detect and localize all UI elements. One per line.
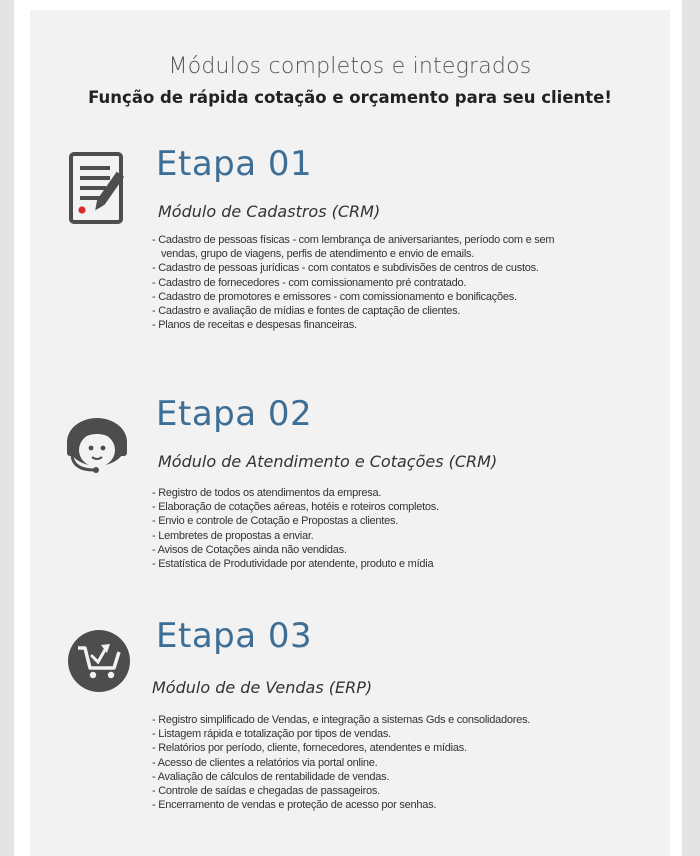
document-edit-icon bbox=[68, 150, 132, 226]
step-heading: Etapa 02 bbox=[156, 394, 313, 434]
list-item: - Registro simplificado de Vendas, e integração a sistemas Gds e consolidadores. bbox=[152, 714, 531, 726]
list-item: - Lembretes de propostas a enviar. bbox=[152, 529, 314, 542]
list-item: - Avisos de Cotações ainda não vendidas. bbox=[152, 543, 347, 556]
step-module: Módulo de de Vendas (ERP) bbox=[152, 678, 373, 697]
page-title: Módulos completos e integrados bbox=[168, 54, 532, 79]
page-subtitle: Função de rápida cotação e orçamento para seu cliente! bbox=[88, 88, 612, 107]
list-item: - Cadastro de promotores e emissores - com comissionamento e bonificações. bbox=[152, 290, 517, 303]
list-item: - Acesso de clientes a relatórios via portal online. bbox=[152, 756, 378, 769]
list-item: - Cadastro de pessoas jurídicas - com contatos e subdivisões de centros de custos. bbox=[152, 262, 539, 275]
left-gutter bbox=[0, 0, 14, 856]
modules-panel bbox=[30, 10, 670, 856]
list-item: - Cadastro e avaliação de mídias e fontes de captação de clientes. bbox=[152, 305, 461, 318]
step-item-list bbox=[152, 713, 582, 812]
step-module: Módulo de Atendimento e Cotações (CRM) bbox=[158, 452, 498, 471]
step-item-list bbox=[152, 233, 582, 332]
list-item: - Relatórios por período, cliente, fornecedores, atendentes e mídias. bbox=[152, 742, 467, 755]
step-02 bbox=[30, 394, 670, 600]
list-item: - Controle de saídas e chegadas de passageiros. bbox=[152, 785, 380, 798]
step-heading: Etapa 03 bbox=[156, 616, 313, 656]
list-item: - Envio e controle de Cotação e Propostas a clientes. bbox=[152, 515, 399, 528]
right-gutter bbox=[682, 0, 700, 856]
list-item: - Estatística de Produtividade por atendente, produto e mídia bbox=[152, 558, 434, 571]
list-item: - Cadastro de pessoas físicas - com lembrança de aniversariantes, período com e sem vendas, grupo de viagens, perfis de atendimento e envio de emails. bbox=[152, 234, 555, 261]
shopping-cart-icon bbox=[66, 628, 130, 704]
list-item: - Cadastro de fornecedores - com comissionamento pré contratado. bbox=[152, 276, 467, 289]
list-item: - Planos de receitas e despesas financeiras. bbox=[152, 319, 357, 332]
step-item-list bbox=[152, 486, 582, 571]
headset-agent-icon bbox=[64, 404, 128, 480]
step-heading: Etapa 01 bbox=[156, 144, 313, 184]
list-item: - Registro de todos os atendimentos da empresa. bbox=[152, 487, 382, 499]
step-03 bbox=[30, 616, 670, 856]
step-module: Módulo de Cadastros (CRM) bbox=[158, 202, 381, 221]
list-item: - Elaboração de cotações aéreas, hotéis e roteiros completos. bbox=[152, 501, 439, 514]
list-item: - Listagem rápida e totalização por tipos de vendas. bbox=[152, 728, 391, 741]
step-01 bbox=[30, 144, 670, 370]
list-item: - Avaliação de cálculos de rentabilidade de vendas. bbox=[152, 770, 390, 783]
list-item: - Encerramento de vendas e proteção de acesso por senhas. bbox=[152, 799, 437, 812]
